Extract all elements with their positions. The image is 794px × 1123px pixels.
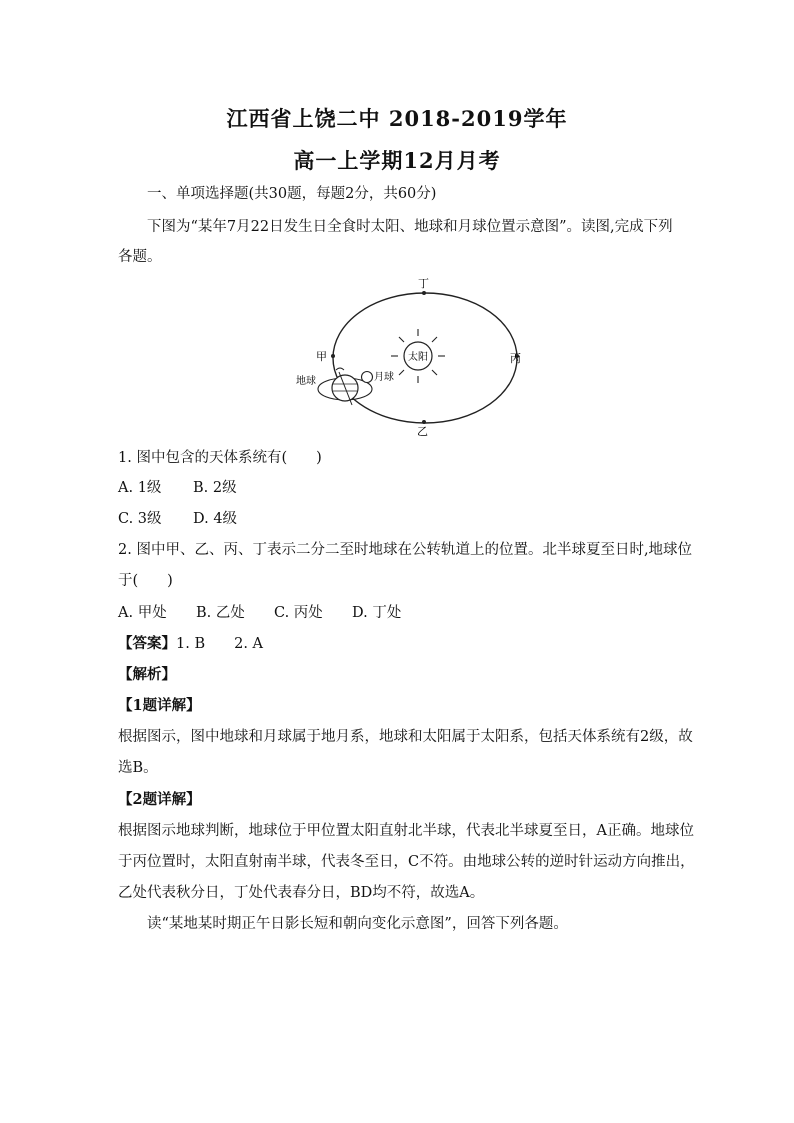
detail-2-label: 【2题详解】 [118,791,201,808]
document-title-line1: 江西省上饶二中 2018-2019学年 [226,106,568,131]
section-heading: 一、单项选择题(共30题，每题2分，共60分) [147,186,437,202]
document-title-line2: 高一上学期12月月考 [293,148,501,173]
next-intro-line: 读“某地某时期正午日影长短和朝向变化示意图”，回答下列各题。 [147,916,568,932]
label-yi: 乙 [417,425,428,438]
intro-line-2: 各题。 [118,249,162,265]
q1-options-row1 [118,478,698,498]
marker-yi [422,420,426,424]
answer-row [118,634,698,654]
detail-1-line2: 选B。 [118,760,158,776]
intro-line-1: 下图为“某年7月22日发生日全食时太阳、地球和月球位置示意图”。读图,完成下列 [147,219,673,235]
q2-option-a[interactable]: A. 甲处 [118,605,167,621]
label-earth: 地球 [296,376,316,387]
earth-moon-system [318,368,373,405]
label-bing: 丙 [510,352,521,365]
detail-2-line3: 乙处代表秋分日，丁处代表春分日，BD均不符，故选A。 [118,885,485,901]
q1-option-b[interactable]: B. 2级 [193,480,237,496]
q1-option-d[interactable]: D. 4级 [193,511,238,527]
detail-1-label: 【1题详解】 [118,697,201,714]
q1-options-row2 [118,509,698,529]
marker-ding [422,291,426,295]
moon-icon [362,372,373,383]
detail-2-line2: 于丙位置时，太阳直射南半球，代表冬至日，C不符。由地球公转的逆时针运动方向推出， [118,854,695,870]
q2-option-c[interactable]: C. 丙处 [274,605,323,621]
q1-option-a[interactable]: A. 1级 [118,480,162,496]
analysis-label: 【解析】 [118,666,176,683]
q2-stem-line2: 于( ) [118,573,173,589]
q1-stem: 1. 图中包含的天体系统有( ) [118,450,322,466]
q2-options [118,603,698,623]
marker-jia [331,354,335,358]
q2-stem-line1: 2. 图中甲、乙、丙、丁表示二分二至时地球在公转轨道上的位置。北半球夏至日时,地球位 [118,542,693,558]
label-ding: 丁 [418,277,429,290]
q2-option-d[interactable]: D. 丁处 [352,605,402,621]
q1-option-c[interactable]: C. 3级 [118,511,162,527]
q2-option-b[interactable]: B. 乙处 [196,605,245,621]
label-moon: 月球 [374,372,394,383]
label-jia: 甲 [316,350,327,363]
answer-label: 【答案】 [118,635,176,652]
label-sun: 太阳 [408,352,428,363]
answer-text: 1. B 2. A [176,636,264,652]
detail-1-line1: 根据图示，图中地球和月球属于地月系，地球和太阳属于太阳系，包括天体系统有2级，故 [118,729,693,745]
detail-2-line1: 根据图示地球判断，地球位于甲位置太阳直射北半球，代表北半球夏至日，A正确。地球位 [118,823,694,839]
orbit-diagram [290,272,540,442]
